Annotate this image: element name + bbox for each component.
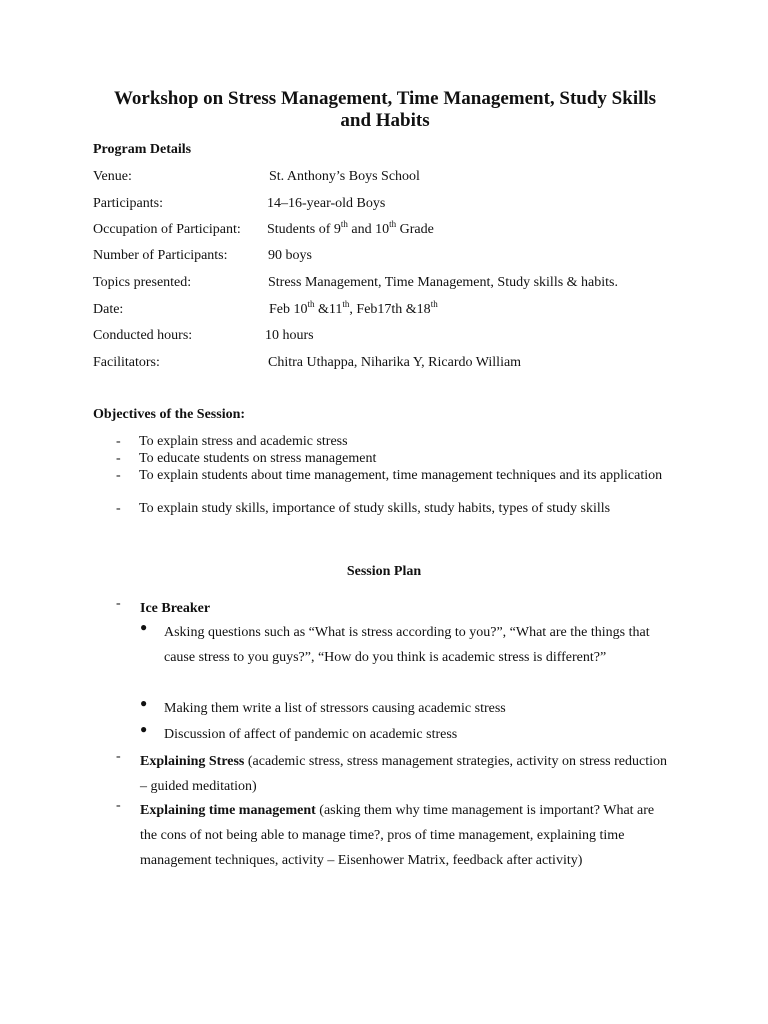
date-text-2: &11 xyxy=(314,302,343,317)
occupation-text-2: and 10 xyxy=(347,222,390,237)
venue-value: St. Anthony’s Boys School xyxy=(269,169,420,184)
bullet-icon: ● xyxy=(140,722,148,736)
bullet-text: Discussion of affect of pandemic on academic stress xyxy=(164,727,458,742)
dash-marker: - xyxy=(116,468,121,483)
topics-label: Topics presented: xyxy=(93,275,192,290)
facilitators-label: Facilitators: xyxy=(93,355,160,370)
stress-text xyxy=(140,749,670,799)
occupation-value xyxy=(267,219,434,238)
bullet-text: Asking questions such as “What is stress according to you?”, “What are the things that cause stress to you guys?”, “How do you think is academic stress is different?” xyxy=(164,625,650,665)
dash-marker: - xyxy=(116,451,121,466)
occupation-text-1: Students of 9 xyxy=(267,222,341,237)
hours-value: 10 hours xyxy=(265,328,314,343)
date-sup-2: th xyxy=(342,299,350,309)
objective-text: To explain study skills, importance of study skills, study habits, types of study skills xyxy=(139,501,611,516)
dash-marker: - xyxy=(116,596,121,611)
number-label: Number of Participants: xyxy=(93,248,228,263)
document-title: Workshop on Stress Management, Time Management, Study Skills and Habits xyxy=(113,88,657,131)
session-plan-heading: Session Plan xyxy=(346,564,422,579)
time-management-text xyxy=(140,798,670,873)
date-text-3: , Feb17th &18 xyxy=(349,302,431,317)
date-label: Date: xyxy=(93,302,124,317)
stress-description: (academic stress, stress management strategies, activity on stress reduction – guided meditation) xyxy=(140,754,667,794)
bullet-text: Making them write a list of stressors causing academic stress xyxy=(164,701,506,716)
objectives-heading: Objectives of the Session: xyxy=(93,407,246,422)
topics-value: Stress Management, Time Management, Study skills & habits. xyxy=(268,275,618,290)
dash-marker: - xyxy=(116,434,121,449)
venue-label: Venue: xyxy=(93,169,132,184)
hours-label: Conducted hours: xyxy=(93,328,193,343)
ice-breaker-title: Ice Breaker xyxy=(140,601,211,616)
occupation-text-3: Grade xyxy=(396,222,434,237)
time-management-description: (asking them why time management is important? What are the cons of not being able to manage time?, pros of time management, explaining time management techniques, activity – Eisenhower Matrix, feedback after activity) xyxy=(140,803,655,868)
objective-text: To explain stress and academic stress xyxy=(139,434,348,449)
objective-text: To educate students on stress management xyxy=(139,451,377,466)
number-value: 90 boys xyxy=(268,248,312,263)
bullet-icon: ● xyxy=(140,620,148,634)
date-value xyxy=(269,299,438,318)
dash-marker: - xyxy=(116,749,121,764)
stress-title: Explaining Stress xyxy=(140,754,245,769)
occupation-sup-1: th xyxy=(340,219,348,229)
dash-marker: - xyxy=(116,501,121,516)
date-sup-1: th xyxy=(307,299,315,309)
bullet-icon: ● xyxy=(140,696,148,710)
objective-text: To explain students about time management, time management techniques and its application xyxy=(139,468,663,483)
date-text-1: Feb 10 xyxy=(269,302,308,317)
participants-value: 14–16-year-old Boys xyxy=(267,196,386,211)
participants-label: Participants: xyxy=(93,196,163,211)
occupation-label: Occupation of Participant: xyxy=(93,222,241,237)
program-details-heading: Program Details xyxy=(93,142,192,157)
facilitators-value: Chitra Uthappa, Niharika Y, Ricardo William xyxy=(268,355,522,370)
time-management-title: Explaining time management xyxy=(140,803,316,818)
dash-marker: - xyxy=(116,798,121,813)
date-sup-3: th xyxy=(430,299,438,309)
occupation-sup-2: th xyxy=(389,219,397,229)
